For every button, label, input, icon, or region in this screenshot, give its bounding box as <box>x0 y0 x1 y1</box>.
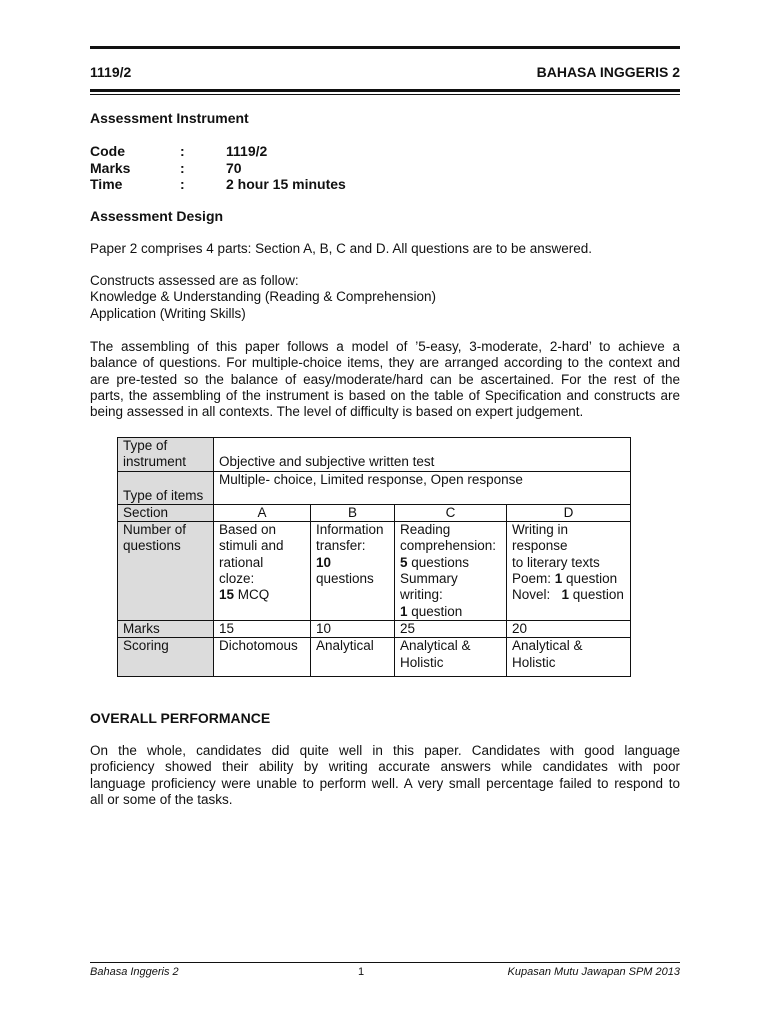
table-row <box>118 504 631 521</box>
specification-table <box>117 437 631 677</box>
overall-performance-heading: OVERALL PERFORMANCE <box>90 710 271 726</box>
section-a-scoring: Dichotomous <box>214 638 311 677</box>
cell-text: Analytical & <box>400 638 471 654</box>
cell-text: stimuli and <box>219 538 284 554</box>
cell-text <box>219 587 305 603</box>
footer-subject: Bahasa Inggeris 2 <box>90 966 179 978</box>
cell-text: cloze: <box>219 571 255 587</box>
marks-value: 70 <box>226 159 242 176</box>
paragraph-line: The assembling of this paper follows a model of ’5-easy, 3-moderate, 2-hard’ to achieve a <box>90 339 680 354</box>
overall-paragraph <box>90 743 680 808</box>
paragraph-line: language proficiency were unable to perform well. A very small percentage failed to respond to <box>90 775 680 791</box>
section-b-marks: 10 <box>311 620 395 637</box>
knowledge-line: Knowledge & Understanding (Reading & Comprehension) <box>90 289 436 305</box>
section-d-marks: 20 <box>507 620 631 637</box>
assessment-design-heading: Assessment Design <box>90 208 224 224</box>
marks-row <box>90 160 490 177</box>
paragraph-line: proficiency showed their ability by writing accurate answers while candidates with poor <box>90 759 680 775</box>
count-value: 1 <box>554 571 563 587</box>
cell-text <box>400 555 501 571</box>
section-c-header: C <box>395 504 507 521</box>
assessment-instrument-details <box>90 143 490 193</box>
footer-title: Kupasan Mutu Jawapan SPM 2013 <box>507 966 680 978</box>
section-c-scoring <box>395 638 507 677</box>
cell-text: Holistic <box>400 654 444 670</box>
type-of-items-label: Type of items <box>118 471 214 504</box>
paragraph-line: balance of questions. For multiple-choice items, they are arranged according to the context and <box>90 355 680 371</box>
count-unit: question <box>562 571 618 587</box>
time-value: 2 hour 15 minutes <box>226 176 346 192</box>
cell-text: transfer: <box>316 538 366 554</box>
header-subject: BAHASA INGGERIS 2 <box>536 64 680 80</box>
table-row <box>118 438 631 472</box>
paragraph-line: being assessed in all contexts. The level of difficulty is based on expert judgement. <box>90 404 584 420</box>
application-line: Application (Writing Skills) <box>90 305 246 321</box>
cell-text <box>512 587 625 603</box>
table-row <box>118 638 631 677</box>
cell-text: Based on <box>219 522 277 538</box>
section-a-marks: 15 <box>214 620 311 637</box>
count-unit: question <box>569 587 624 603</box>
design-paragraph-2 <box>90 273 680 322</box>
cell-text: questions <box>123 538 181 554</box>
constructs-line: Constructs assessed are as follow: <box>90 273 299 288</box>
cell-text: Summary <box>400 571 458 587</box>
table-row <box>118 471 631 504</box>
cell-text: Number of <box>123 522 187 538</box>
time-row <box>90 176 490 193</box>
count-value: 1 <box>561 587 570 603</box>
page-number: 1 <box>358 966 365 978</box>
cell-text: rational <box>219 554 264 570</box>
document-page <box>90 0 680 1024</box>
time-colon: : <box>180 176 185 192</box>
novel-label: Novel: <box>512 587 562 603</box>
code-row <box>90 143 490 160</box>
number-of-questions-label <box>118 522 214 621</box>
type-of-items-value: Multiple- choice, Limited response, Open response <box>214 471 631 504</box>
table-row <box>118 522 631 621</box>
count-unit: questions <box>316 571 374 587</box>
scoring-label: Scoring <box>118 638 214 677</box>
section-d-scoring: Analytical & Holistic <box>507 638 631 677</box>
code-label: Code <box>90 143 125 159</box>
header-rule-top <box>90 46 680 49</box>
type-of-instrument-value: Objective and subjective written test <box>214 438 631 472</box>
cell-text: writing: <box>400 587 443 603</box>
count-unit: questions <box>407 554 470 570</box>
section-b-scoring: Analytical <box>311 638 395 677</box>
count-unit: question <box>407 603 463 619</box>
section-a-header: A <box>214 504 311 521</box>
count-value: 1 <box>400 603 408 619</box>
section-c-marks: 25 <box>395 620 507 637</box>
type-of-instrument-label <box>118 438 214 472</box>
marks-label: Marks <box>118 620 214 637</box>
page-header <box>90 64 680 80</box>
count-value: 10 <box>316 554 332 570</box>
cell-text <box>512 571 625 587</box>
cell-text: comprehension: <box>400 538 497 554</box>
count-value: 5 <box>400 554 408 570</box>
section-d-questions <box>507 522 631 621</box>
section-c-questions <box>395 522 507 621</box>
count-unit: MCQ <box>234 587 270 603</box>
section-b-questions <box>311 522 395 621</box>
paragraph-line: all or some of the tasks. <box>90 791 233 807</box>
cell-text: Information <box>316 522 384 538</box>
design-paragraph-3 <box>90 339 680 420</box>
paragraph-line: parts, the assembling of the instrument is based on the table of Specification and constructs are <box>90 387 680 403</box>
footer-rule <box>90 962 680 963</box>
cell-text: to literary texts <box>512 554 600 570</box>
header-rule-bottom-thick <box>90 89 680 92</box>
cell-text: instrument <box>123 454 187 470</box>
cell-text: Type of <box>123 438 168 453</box>
marks-label: Marks <box>90 159 131 176</box>
paragraph-line: are pre-tested so the balance of easy/moderate/hard can be ascertained. For the rest of the <box>90 371 680 387</box>
count-value: 15 <box>219 587 235 603</box>
cell-text: Writing in response <box>512 522 569 554</box>
paragraph-line: On the whole, candidates did quite well in this paper. Candidates with good language <box>90 743 680 758</box>
section-label: Section <box>118 504 214 521</box>
section-d-header: D <box>507 504 631 521</box>
header-code: 1119/2 <box>90 64 132 80</box>
time-label: Time <box>90 176 123 192</box>
cell-text <box>400 604 501 620</box>
design-paragraph-1: Paper 2 comprises 4 parts: Section A, B, C and D. All questions are to be answered. <box>90 241 593 256</box>
code-value: 1119/2 <box>226 143 268 159</box>
code-colon: : <box>180 143 185 159</box>
section-a-questions <box>214 522 311 621</box>
header-rule-bottom-thin <box>90 94 680 95</box>
marks-colon: : <box>180 159 185 176</box>
assessment-instrument-heading: Assessment Instrument <box>90 110 249 126</box>
cell-text: Reading <box>400 522 451 538</box>
table-row <box>118 620 631 637</box>
section-b-header: B <box>311 504 395 521</box>
poem-label: Poem: <box>512 571 555 587</box>
